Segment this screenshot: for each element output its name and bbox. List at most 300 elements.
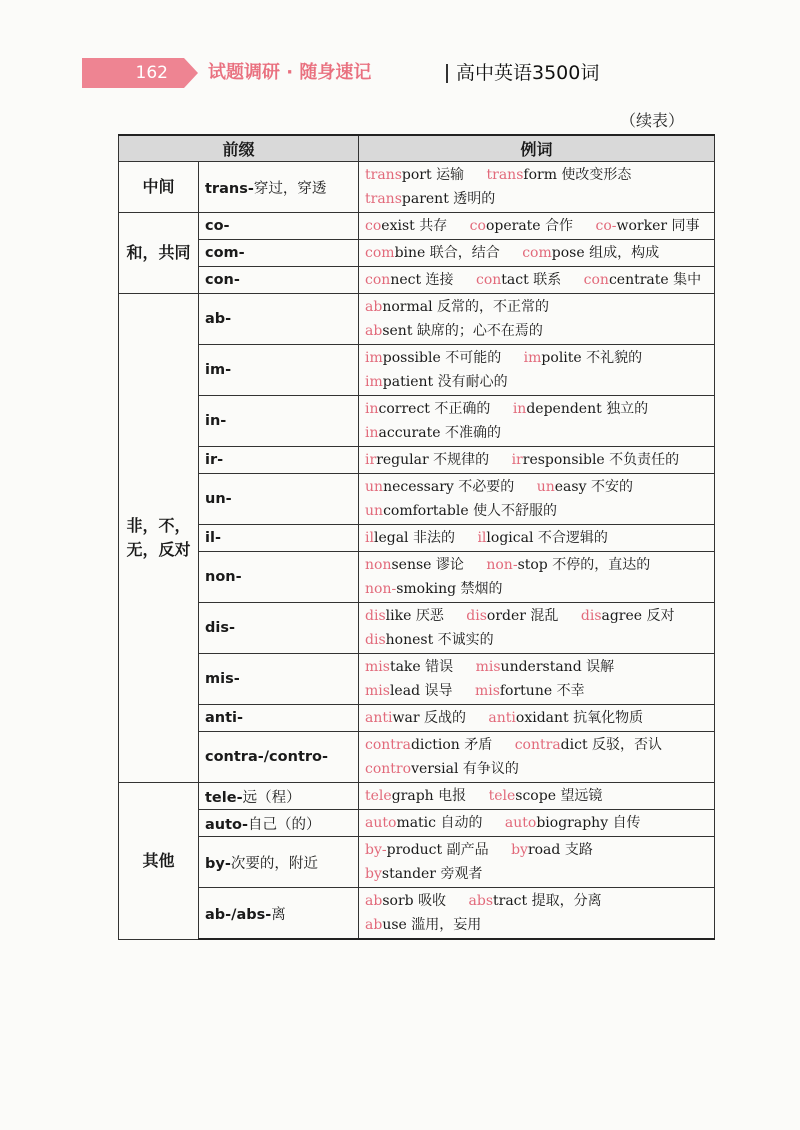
word-root: accurate — [378, 425, 441, 441]
word-root: diction — [410, 737, 460, 753]
example-word — [488, 710, 643, 726]
column-header-examples: 例词 — [359, 135, 715, 162]
word-root: dict — [560, 737, 588, 753]
word-meaning: 厌恶 — [415, 608, 444, 624]
prefix-meaning: 穿过，穿透 — [253, 180, 327, 197]
highlighted-prefix: co — [469, 218, 486, 234]
word-meaning: 支路 — [564, 842, 593, 858]
word-root: comfortable — [383, 503, 469, 519]
prefix-label: ab-/abs- — [205, 906, 272, 923]
example-word — [365, 866, 482, 882]
prefix-cell — [199, 810, 359, 837]
highlighted-prefix: mis — [365, 683, 390, 699]
highlighted-prefix: con — [365, 272, 391, 288]
table-row — [119, 654, 715, 705]
word-meaning: 不诚实的 — [437, 632, 494, 648]
example-word — [365, 425, 501, 441]
table-row — [119, 837, 715, 888]
word-meaning: 混乱 — [530, 608, 559, 624]
example-word — [365, 167, 464, 183]
table-row — [119, 525, 715, 552]
word-root: versial — [411, 761, 459, 777]
word-meaning: 反对 — [646, 608, 675, 624]
highlighted-prefix: dis — [365, 608, 386, 624]
highlighted-prefix: anti — [365, 710, 393, 726]
table-row — [119, 447, 715, 474]
word-root: matic — [396, 815, 437, 831]
examples-cell — [359, 783, 715, 810]
highlighted-prefix: in — [512, 401, 527, 417]
example-word — [365, 581, 502, 597]
word-meaning: 运输 — [436, 167, 465, 183]
examples-cell — [359, 345, 715, 396]
example-word — [365, 479, 514, 495]
word-meaning: 不停的，直达的 — [552, 557, 651, 573]
word-meaning: 不必要的 — [458, 479, 515, 495]
highlighted-prefix: trans — [486, 167, 524, 183]
examples-cell — [359, 888, 715, 940]
examples-cell — [359, 603, 715, 654]
example-word — [365, 893, 446, 909]
example-word — [365, 191, 495, 207]
word-root: honest — [385, 632, 434, 648]
table-row — [119, 396, 715, 447]
word-meaning: 误导 — [424, 683, 453, 699]
highlighted-prefix: contra — [365, 737, 411, 753]
word-root: form — [523, 167, 557, 183]
highlighted-prefix: tele — [365, 788, 392, 804]
highlighted-prefix: co- — [595, 218, 617, 234]
prefix-label: contra-/contro- — [205, 749, 329, 765]
examples-cell — [359, 447, 715, 474]
example-word — [486, 557, 650, 573]
highlighted-prefix: by — [511, 842, 528, 858]
page-number: 162 — [82, 58, 184, 88]
word-meaning: 使改变形态 — [561, 167, 632, 183]
examples-cell — [359, 396, 715, 447]
word-root: understand — [500, 659, 582, 675]
highlighted-prefix: il — [477, 530, 487, 546]
example-word — [365, 374, 508, 390]
highlighted-prefix: un — [365, 503, 384, 519]
word-root: stop — [517, 557, 548, 573]
word-meaning: 联系 — [533, 272, 562, 288]
word-root: pose — [551, 245, 585, 261]
prefix-label: mis- — [205, 671, 240, 687]
word-root: sorb — [382, 893, 414, 909]
examples-cell — [359, 240, 715, 267]
highlighted-prefix: ir — [511, 452, 523, 468]
word-meaning: 连接 — [425, 272, 454, 288]
examples-cell — [359, 267, 715, 294]
example-word — [365, 401, 490, 417]
table-row — [119, 810, 715, 837]
highlighted-prefix: con — [476, 272, 502, 288]
highlighted-prefix: contra — [514, 737, 561, 753]
word-meaning: 有争议的 — [462, 761, 519, 777]
example-word — [470, 218, 573, 234]
word-root: responsible — [522, 452, 605, 468]
word-root: necessary — [383, 479, 454, 495]
word-meaning: 共存 — [419, 218, 448, 234]
header-divider — [446, 64, 448, 83]
word-root: graph — [391, 788, 434, 804]
example-word — [365, 323, 543, 339]
example-word — [365, 815, 482, 831]
word-root: like — [385, 608, 412, 624]
example-word — [476, 659, 615, 675]
example-word — [515, 737, 662, 753]
category-cell: 中间 — [119, 162, 199, 213]
word-root: product — [386, 842, 443, 858]
examples-cell — [359, 732, 715, 783]
prefix-cell — [199, 240, 359, 267]
word-root: tact — [501, 272, 529, 288]
running-header — [82, 58, 722, 88]
word-root: lead — [389, 683, 421, 699]
word-root: scope — [515, 788, 556, 804]
word-meaning: 不负责任的 — [609, 452, 680, 468]
word-meaning: 集中 — [673, 272, 702, 288]
prefix-cell — [199, 213, 359, 240]
examples-cell — [359, 705, 715, 732]
word-meaning: 误解 — [586, 659, 615, 675]
example-word — [365, 632, 494, 648]
word-meaning: 不可能的 — [445, 350, 502, 366]
example-word — [365, 452, 489, 468]
word-meaning: 反战的 — [423, 710, 466, 726]
prefix-meaning: 次要的，附近 — [230, 855, 318, 872]
word-meaning: 谬论 — [435, 557, 464, 573]
examples-cell — [359, 837, 715, 888]
table-row — [119, 603, 715, 654]
prefix-meaning: 自己（的） — [248, 816, 321, 833]
highlighted-prefix: in — [365, 425, 379, 441]
prefix-cell — [199, 474, 359, 525]
example-word — [365, 761, 519, 777]
prefix-cell — [199, 162, 359, 213]
examples-cell — [359, 552, 715, 603]
table-header-row — [119, 135, 715, 162]
example-word — [584, 272, 701, 288]
example-word — [489, 788, 603, 804]
prefix-cell — [199, 837, 359, 888]
prefix-label: by- — [205, 855, 231, 872]
highlighted-prefix: abs — [468, 893, 494, 909]
highlighted-prefix: mis — [365, 659, 390, 675]
highlighted-prefix: mis — [475, 659, 501, 675]
word-root: sense — [391, 557, 432, 573]
highlighted-prefix: trans — [365, 167, 402, 183]
word-root: nect — [390, 272, 422, 288]
word-meaning: 同事 — [671, 218, 700, 234]
word-meaning: 组成，构成 — [589, 245, 660, 261]
example-word — [365, 245, 500, 261]
table-row — [119, 474, 715, 525]
prefix-cell — [199, 705, 359, 732]
example-word — [475, 683, 585, 699]
prefix-cell — [199, 888, 359, 940]
prefix-cell — [199, 603, 359, 654]
word-root: stander — [381, 866, 437, 882]
example-word — [487, 167, 632, 183]
word-root: easy — [554, 479, 587, 495]
example-word — [365, 710, 466, 726]
prefix-label: co- — [205, 218, 230, 234]
word-meaning: 不正确的 — [434, 401, 491, 417]
word-root: road — [527, 842, 561, 858]
word-meaning: 非法的 — [413, 530, 455, 546]
word-root: tract — [493, 893, 528, 909]
prefix-cell — [199, 552, 359, 603]
example-word — [524, 350, 642, 366]
highlighted-prefix: un — [536, 479, 555, 495]
example-word — [365, 299, 549, 315]
category-cell: 和，共同 — [119, 213, 199, 294]
example-word — [365, 737, 492, 753]
highlighted-prefix: mis — [474, 683, 500, 699]
examples-cell — [359, 474, 715, 525]
highlighted-prefix: tele — [488, 788, 516, 804]
word-meaning: 提取，分离 — [531, 893, 602, 909]
example-word — [365, 659, 453, 675]
word-meaning: 副产品 — [446, 842, 489, 858]
example-word — [505, 815, 641, 831]
word-meaning: 反驳，否认 — [592, 737, 663, 753]
example-word — [365, 788, 466, 804]
prefix-table — [118, 134, 715, 940]
highlighted-prefix: auto — [365, 815, 397, 831]
example-word — [596, 218, 700, 234]
prefix-label: ir- — [205, 452, 224, 468]
prefix-label: dis- — [205, 620, 235, 636]
prefix-label: non- — [205, 569, 242, 585]
column-header-prefix: 前缀 — [119, 135, 359, 162]
example-word — [365, 350, 501, 366]
prefix-label: con- — [205, 272, 240, 288]
word-root: centrate — [608, 272, 669, 288]
prefix-cell — [199, 447, 359, 474]
prefix-label: un- — [205, 491, 232, 507]
prefix-cell — [199, 525, 359, 552]
highlighted-prefix: ab — [365, 323, 383, 339]
prefix-label: auto- — [205, 816, 249, 833]
word-root: fortune — [499, 683, 553, 699]
prefix-cell — [199, 267, 359, 294]
word-root: logical — [486, 530, 534, 546]
word-meaning: 反常的，不正常的 — [437, 299, 550, 315]
example-word — [365, 272, 454, 288]
series-title: 试题调研 · 随身速记 — [208, 62, 372, 83]
word-meaning: 望远镜 — [560, 788, 603, 804]
example-word — [581, 608, 675, 624]
examples-cell — [359, 294, 715, 345]
word-root: war — [392, 710, 420, 726]
table-row — [119, 888, 715, 940]
example-word — [365, 530, 455, 546]
highlighted-prefix: dis — [466, 608, 487, 624]
word-meaning: 旁观者 — [440, 866, 483, 882]
highlighted-prefix: non- — [365, 581, 397, 597]
word-root: legal — [373, 530, 409, 546]
word-meaning: 吸收 — [418, 893, 447, 909]
word-root: regular — [376, 452, 429, 468]
word-meaning: 电报 — [438, 788, 467, 804]
continued-label: （续表） — [619, 111, 684, 130]
highlighted-prefix: non- — [486, 557, 518, 573]
prefix-label: il- — [205, 530, 221, 546]
highlighted-prefix: by — [365, 866, 382, 882]
highlighted-prefix: trans — [365, 191, 402, 207]
word-root: bine — [394, 245, 426, 261]
word-meaning: 滥用，妄用 — [411, 917, 482, 933]
highlighted-prefix: anti — [488, 710, 516, 726]
prefix-cell — [199, 783, 359, 810]
word-root: worker — [616, 218, 668, 234]
example-word — [476, 272, 561, 288]
prefix-cell — [199, 396, 359, 447]
highlighted-prefix: im — [365, 374, 383, 390]
highlighted-prefix: in — [365, 401, 379, 417]
examples-cell — [359, 810, 715, 837]
word-meaning: 不准确的 — [444, 425, 501, 441]
example-word — [365, 842, 489, 858]
highlighted-prefix: ir — [365, 452, 377, 468]
highlighted-prefix: com — [365, 245, 395, 261]
example-word — [365, 683, 452, 699]
example-word — [365, 608, 444, 624]
word-meaning: 不安的 — [590, 479, 633, 495]
word-meaning: 错误 — [425, 659, 454, 675]
examples-cell — [359, 654, 715, 705]
highlighted-prefix: il — [365, 530, 374, 546]
highlighted-prefix: ab — [365, 299, 383, 315]
prefix-label: trans- — [205, 180, 254, 197]
examples-cell — [359, 213, 715, 240]
category-cell: 非，不，无，反对 — [119, 294, 199, 783]
highlighted-prefix: dis — [365, 632, 386, 648]
example-word — [365, 218, 447, 234]
highlighted-prefix: im — [523, 350, 542, 366]
example-word — [365, 503, 557, 519]
table-row — [119, 783, 715, 810]
highlighted-prefix: auto — [504, 815, 537, 831]
highlighted-prefix: ab — [365, 893, 383, 909]
word-meaning: 不礼貌的 — [586, 350, 643, 366]
word-meaning: 没有耐心的 — [437, 374, 508, 390]
word-root: dependent — [526, 401, 602, 417]
word-root: exist — [381, 218, 415, 234]
category-cell: 其他 — [119, 783, 199, 940]
word-root: order — [486, 608, 526, 624]
word-root: agree — [601, 608, 643, 624]
example-word — [537, 479, 633, 495]
highlighted-prefix: non — [365, 557, 392, 573]
word-root: patient — [382, 374, 434, 390]
prefix-label: com- — [205, 245, 245, 261]
word-meaning: 合作 — [545, 218, 574, 234]
example-word — [469, 893, 602, 909]
prefix-cell — [199, 345, 359, 396]
word-meaning: 独立的 — [606, 401, 649, 417]
word-meaning: 使人不舒服的 — [473, 503, 558, 519]
word-root: oxidant — [515, 710, 569, 726]
example-word — [511, 842, 593, 858]
prefix-label: ab- — [205, 311, 232, 327]
word-root: polite — [541, 350, 582, 366]
examples-cell — [359, 525, 715, 552]
prefix-cell — [199, 294, 359, 345]
word-meaning: 缺席的；心不在焉的 — [416, 323, 543, 339]
word-meaning: 不幸 — [556, 683, 585, 699]
word-meaning: 透明的 — [453, 191, 496, 207]
prefix-cell — [199, 654, 359, 705]
highlighted-prefix: co — [365, 218, 382, 234]
word-meaning: 抗氧化物质 — [573, 710, 644, 726]
example-word — [512, 452, 680, 468]
prefix-meaning: 远（程） — [242, 789, 301, 806]
example-word — [365, 917, 481, 933]
word-meaning: 禁烟的 — [460, 581, 503, 597]
word-root: correct — [378, 401, 430, 417]
table-row — [119, 267, 715, 294]
word-meaning: 自动的 — [440, 815, 483, 831]
prefix-label: tele- — [205, 789, 243, 806]
example-word — [522, 245, 659, 261]
table-body — [119, 162, 715, 940]
word-meaning: 不合逻辑的 — [537, 530, 608, 546]
word-meaning: 矛盾 — [464, 737, 493, 753]
example-word — [513, 401, 648, 417]
prefix-meaning: 离 — [271, 906, 286, 923]
word-root: take — [389, 659, 421, 675]
highlighted-prefix: im — [365, 350, 383, 366]
highlighted-prefix: con — [583, 272, 609, 288]
word-root: port — [401, 167, 432, 183]
prefix-label: in- — [205, 413, 227, 429]
word-root: sent — [382, 323, 413, 339]
book-title: 高中英语3500词 — [456, 62, 600, 84]
word-root: use — [382, 917, 407, 933]
word-root: smoking — [396, 581, 457, 597]
highlighted-prefix: un — [365, 479, 384, 495]
table-row — [119, 345, 715, 396]
word-meaning: 不规律的 — [433, 452, 490, 468]
example-word — [365, 557, 464, 573]
word-root: possible — [382, 350, 441, 366]
examples-cell — [359, 162, 715, 213]
example-word — [466, 608, 558, 624]
highlighted-prefix: dis — [580, 608, 602, 624]
highlighted-prefix: ab — [365, 917, 383, 933]
word-meaning: 自传 — [612, 815, 641, 831]
table-row — [119, 240, 715, 267]
table-row — [119, 162, 715, 213]
word-root: parent — [401, 191, 449, 207]
prefix-label: im- — [205, 362, 232, 378]
table-row — [119, 552, 715, 603]
example-word — [477, 530, 607, 546]
highlighted-prefix: by- — [365, 842, 387, 858]
table-row — [119, 705, 715, 732]
prefix-cell — [199, 732, 359, 783]
table-row — [119, 732, 715, 783]
highlighted-prefix: contro — [365, 761, 412, 777]
word-root: operate — [485, 218, 541, 234]
word-root: normal — [382, 299, 433, 315]
prefix-label: anti- — [205, 710, 244, 726]
table-row — [119, 294, 715, 345]
